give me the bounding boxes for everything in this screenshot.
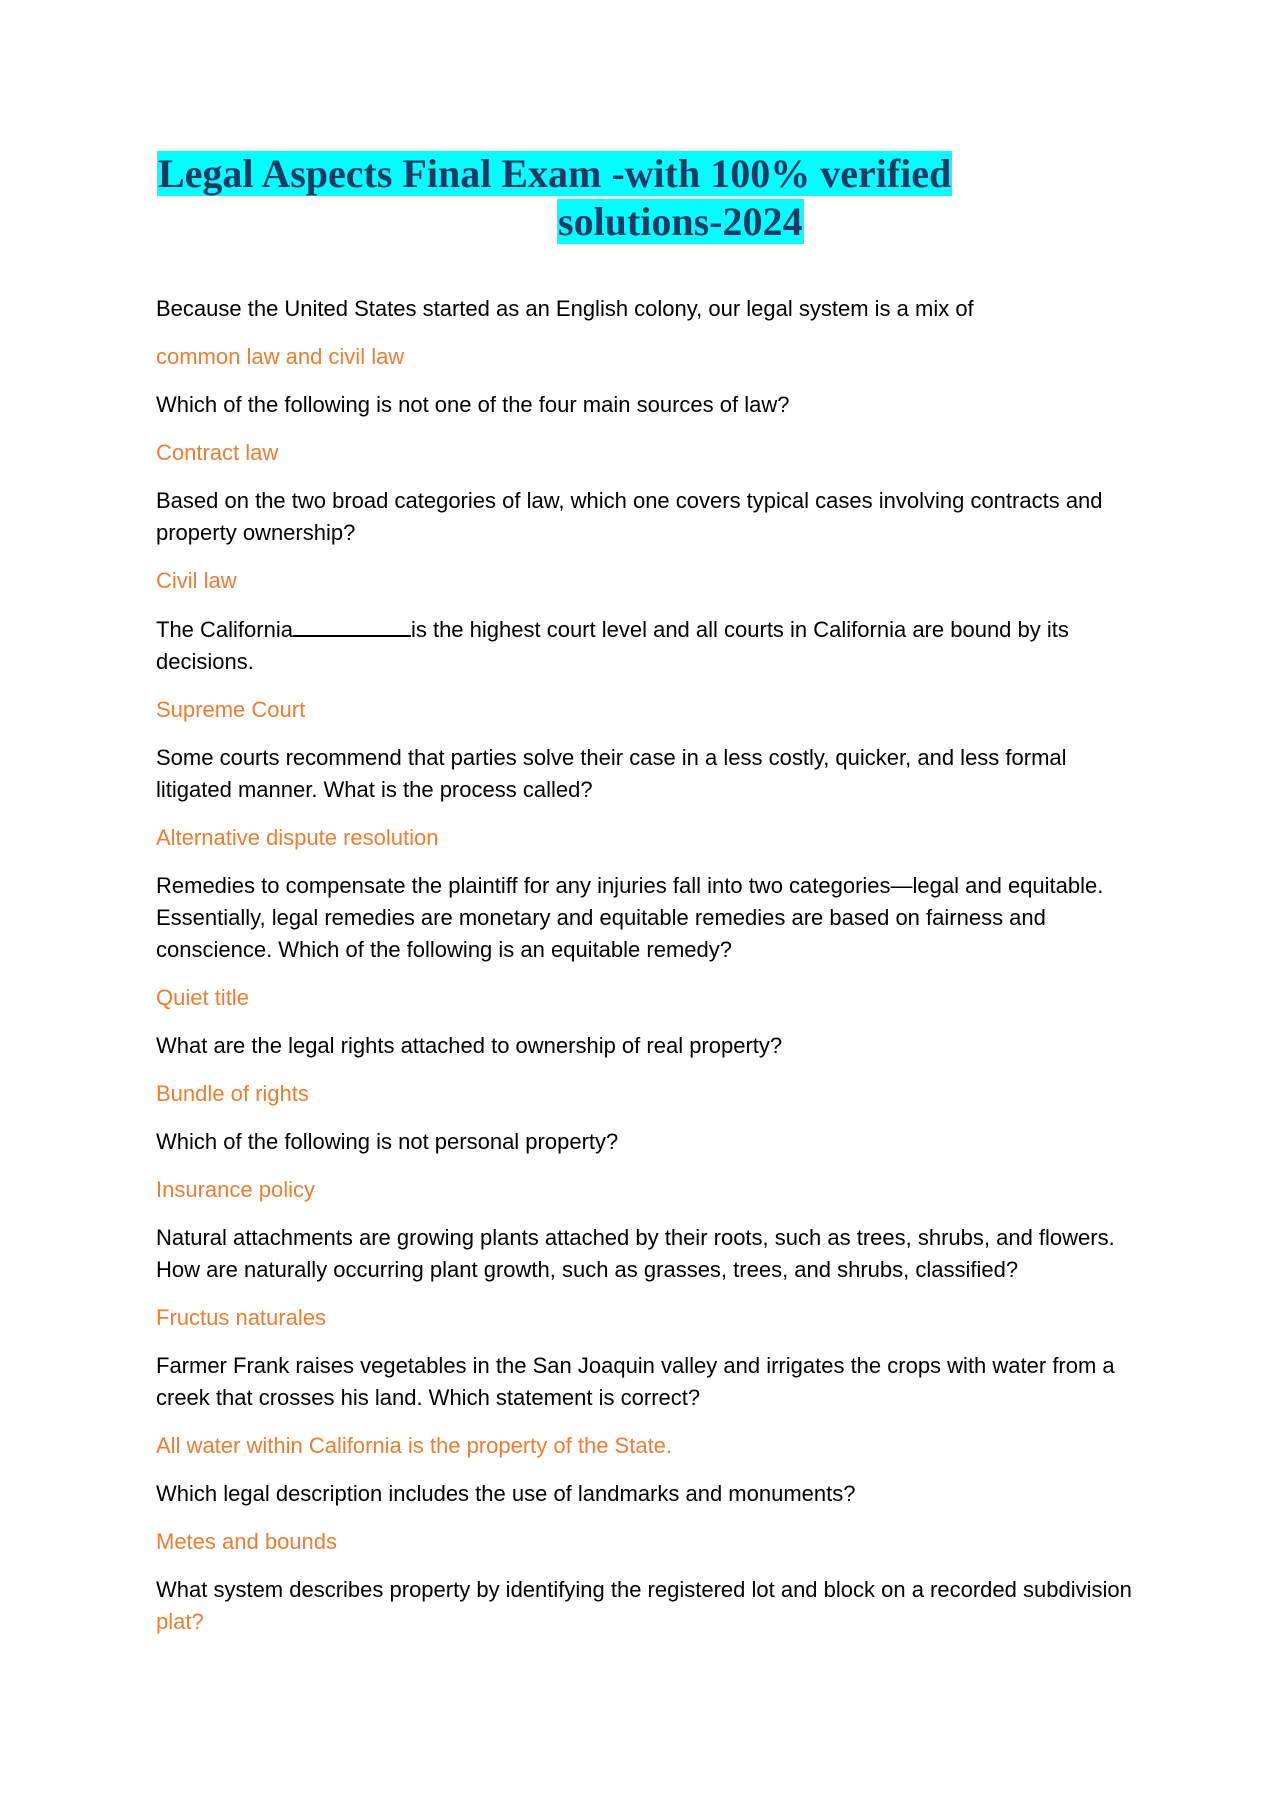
question-3: Based on the two broad categories of law, which one covers typical cases involving contracts and property ownership? (156, 488, 1103, 545)
answer-6: Quiet title (156, 985, 249, 1010)
question-answer-list (156, 293, 1146, 1654)
answer-10: All water within California is the property of the State. (156, 1433, 673, 1458)
question-12-text: What system describes property by identifying the registered lot and block on a recorded subdivision (156, 1577, 1132, 1602)
question-4-before-blank: The California (156, 617, 293, 642)
question-4-after-blank: is the highest court level and all courts in California are bound by its decisions. (156, 617, 1069, 674)
answer-8: Insurance policy (156, 1177, 315, 1202)
question-12 (156, 1574, 1146, 1638)
answer-1: common law and civil law (156, 344, 405, 369)
answer-4: Supreme Court (156, 697, 306, 722)
answer-9: Fructus naturales (156, 1305, 326, 1330)
answer-3: Civil law (156, 568, 237, 593)
question-1: Because the United States started as an English colony, our legal system is a mix of (156, 296, 974, 321)
question-12-tail: plat? (156, 1609, 204, 1634)
question-10: Farmer Frank raises vegetables in the San Joaquin valley and irrigates the crops with water from a creek that crosses his land. Which statement is correct? (156, 1353, 1115, 1410)
answer-11: Metes and bounds (156, 1529, 338, 1554)
question-6: Remedies to compensate the plaintiff for any injuries fall into two categories—legal and equitable. Essentially, legal remedies are monetary and equitable remedies are based on fairness and conscience. Which of the following is an equitable remedy? (156, 873, 1104, 962)
document-title (157, 150, 967, 246)
title-line-2: solutions-2024 (558, 199, 803, 244)
question-4 (156, 613, 1146, 678)
answer-2: Contract law (156, 440, 279, 465)
question-8: Which of the following is not personal property? (156, 1129, 619, 1154)
answer-7: Bundle of rights (156, 1081, 309, 1106)
question-9: Natural attachments are growing plants attached by their roots, such as trees, shrubs, and flowers. How are naturally occurring plant growth, such as grasses, trees, and shrubs, classified? (156, 1225, 1115, 1282)
question-2: Which of the following is not one of the four main sources of law? (156, 392, 790, 417)
question-7: What are the legal rights attached to ownership of real property? (156, 1033, 783, 1058)
answer-5: Alternative dispute resolution (156, 825, 439, 850)
fill-in-blank (293, 613, 411, 637)
question-5: Some courts recommend that parties solve their case in a less costly, quicker, and less formal litigated manner. What is the process called? (156, 745, 1067, 802)
title-line-1: Legal Aspects Final Exam -with 100% verified (158, 151, 952, 196)
question-11: Which legal description includes the use of landmarks and monuments? (156, 1481, 856, 1506)
